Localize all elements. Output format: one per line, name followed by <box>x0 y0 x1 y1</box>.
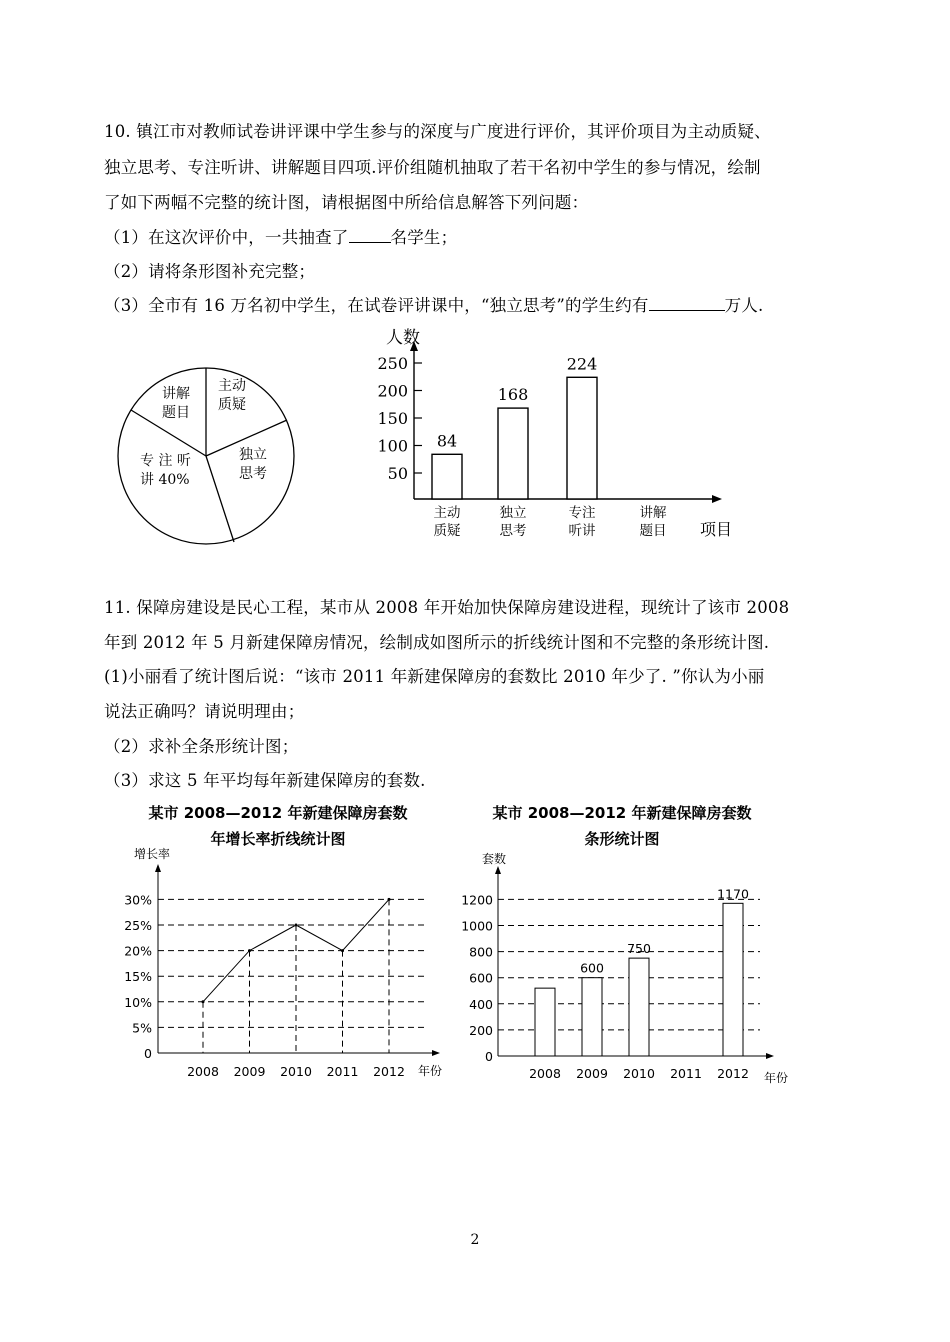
data-point <box>202 1000 205 1003</box>
x-tick-label: 2008 <box>529 1066 561 1081</box>
y-tick-label: 800 <box>469 944 493 960</box>
pie-label-zhuanzhu-1: 专 注 听 <box>140 453 191 469</box>
x-tick-label: 独立 <box>499 505 527 521</box>
y-tick-label: 30% <box>124 892 152 908</box>
y-axis-label: 增长率 <box>134 847 171 861</box>
y-tick-label: 200 <box>377 381 408 401</box>
bar <box>567 377 597 499</box>
x-axis-arrow <box>766 1053 774 1059</box>
x-tick-label: 主动 <box>433 505 461 521</box>
y-tick-label: 15% <box>124 969 152 985</box>
y-axis-label: 人数 <box>386 328 420 348</box>
y-tick-label: 0 <box>144 1046 152 1061</box>
bar <box>629 958 649 1056</box>
x-tick-label: 2011 <box>670 1066 702 1081</box>
answer-blank-1[interactable] <box>349 226 391 243</box>
q11-line-3: (1)小丽看了统计图后说：“该市 2011 年新建保障房的套数比 2010 年少了. ”你认为小丽 <box>104 667 765 686</box>
q10-part-3 <box>104 292 763 316</box>
x-tick-label: 2010 <box>280 1064 312 1079</box>
x-axis-arrow <box>712 495 722 503</box>
bar-value-label: 168 <box>497 385 529 405</box>
growth-rate-line-chart <box>108 798 448 1088</box>
y-tick-label: 20% <box>124 943 152 959</box>
q10-part-3-text: （3）全市有 16 万名初中学生，在试卷评讲课中，“独立思考”的学生约有 <box>104 296 649 315</box>
bar-value-label: 750 <box>627 941 651 957</box>
x-tick-label: 听讲 <box>568 523 596 539</box>
pie-label-zhudong-1: 主动 <box>218 378 246 394</box>
pie-label-zhuanzhu-2: 讲 40% <box>140 472 190 488</box>
page-number: 2 <box>470 1232 480 1248</box>
bar-value-label: 1170 <box>717 886 749 902</box>
bar-value-label: 224 <box>566 354 598 374</box>
bar <box>535 988 555 1056</box>
y-tick-label: 400 <box>469 996 493 1012</box>
y-tick-label: 600 <box>469 970 493 986</box>
q10-line-1: 10. 镇江市对教师试卷讲评课中学生参与的深度与广度进行评价，其评价项目为主动质疑、 <box>104 122 771 141</box>
pie-chart <box>112 356 308 552</box>
q10-line-2: 独立思考、专注听讲、讲解题目四项.评价组随机抽取了若干名初中学生的参与情况，绘制 <box>104 158 761 177</box>
x-tick-label: 质疑 <box>433 523 461 539</box>
y-tick-label: 200 <box>469 1022 493 1038</box>
x-tick-label: 讲解 <box>639 505 667 521</box>
q11-line-5: （2）求补全条形统计图； <box>104 737 299 756</box>
x-tick-label: 2010 <box>623 1066 655 1081</box>
bar <box>498 408 528 499</box>
y-tick-label: 150 <box>377 409 408 428</box>
y-tick-label: 5% <box>132 1020 152 1036</box>
participation-bar-chart <box>370 318 750 546</box>
chart-title: 某市 2008—2012 年新建保障房套数 <box>148 804 408 822</box>
data-point <box>341 949 344 952</box>
q11-line-2: 年到 2012 年 5 月新建保障房情况，绘制成如图所示的折线统计图和不完整的条形统计图. <box>104 633 770 652</box>
q10-part-1-tail: 名学生； <box>390 228 458 247</box>
data-point <box>248 949 251 952</box>
q10-line-3: 了如下两幅不完整的统计图，请根据图中所给信息解答下列问题： <box>104 193 589 212</box>
x-tick-label: 2012 <box>717 1066 749 1081</box>
bar <box>723 903 743 1056</box>
q11-line-1: 11. 保障房建设是民心工程，某市从 2008 年开始加快保障房建设进程，现统计了该市 2008 <box>104 598 790 617</box>
y-tick-label: 10% <box>124 994 152 1010</box>
x-tick-label: 2012 <box>373 1064 405 1079</box>
y-tick-label: 1000 <box>461 918 493 934</box>
x-tick-label: 题目 <box>639 523 667 539</box>
q10-part-2: （2）请将条形图补充完整； <box>104 262 316 281</box>
pie-label-zhudong-2: 质疑 <box>218 397 246 413</box>
answer-blank-2[interactable] <box>649 294 725 311</box>
y-tick-label: 100 <box>377 436 408 456</box>
x-tick-label: 2009 <box>233 1064 266 1079</box>
chart-title: 某市 2008—2012 年新建保障房套数 <box>492 804 752 822</box>
chart-subtitle: 年增长率折线统计图 <box>210 830 346 848</box>
x-tick-label: 2009 <box>576 1066 608 1081</box>
bar <box>582 978 602 1056</box>
x-tick-label: 2011 <box>326 1064 359 1079</box>
y-tick-label: 50 <box>387 464 408 483</box>
y-axis-arrow <box>155 864 161 872</box>
housing-bar-chart <box>452 798 802 1088</box>
y-tick-label: 0 <box>485 1049 493 1064</box>
pie-label-jiangjie-2: 题目 <box>162 405 190 421</box>
bar-value-label: 600 <box>580 960 604 976</box>
y-tick-label: 1200 <box>461 892 493 908</box>
data-point <box>388 898 391 901</box>
y-axis-label: 套数 <box>482 852 507 866</box>
y-tick-label: 25% <box>124 918 152 933</box>
chart-subtitle: 条形统计图 <box>584 830 660 848</box>
q10-part-1 <box>104 224 457 248</box>
q10-part-1-text: （1）在这次评价中，一共抽查了 <box>104 228 349 247</box>
y-tick-label: 250 <box>377 354 408 373</box>
x-tick-label: 思考 <box>499 523 527 539</box>
y-axis-arrow <box>495 866 501 874</box>
q11-line-4: 说法正确吗？请说明理由； <box>104 702 305 721</box>
pie-divider <box>206 456 234 542</box>
x-axis-label: 项目 <box>700 520 733 539</box>
x-axis-label: 年份 <box>764 1071 789 1085</box>
q11-line-6: （3）求这 5 年平均每年新建保障房的套数. <box>104 771 426 790</box>
bar <box>432 454 462 499</box>
x-axis-arrow <box>432 1050 440 1056</box>
pie-label-duli-1: 独立 <box>239 447 267 463</box>
x-axis-label: 年份 <box>418 1064 443 1078</box>
x-tick-label: 2008 <box>187 1064 219 1079</box>
pie-label-duli-2: 思考 <box>239 466 267 482</box>
q10-part-3-tail: 万人. <box>724 296 764 315</box>
x-tick-label: 专注 <box>568 505 596 521</box>
bar-value-label: 84 <box>436 431 458 451</box>
pie-label-jiangjie-1: 讲解 <box>162 386 190 402</box>
data-point <box>295 924 298 927</box>
